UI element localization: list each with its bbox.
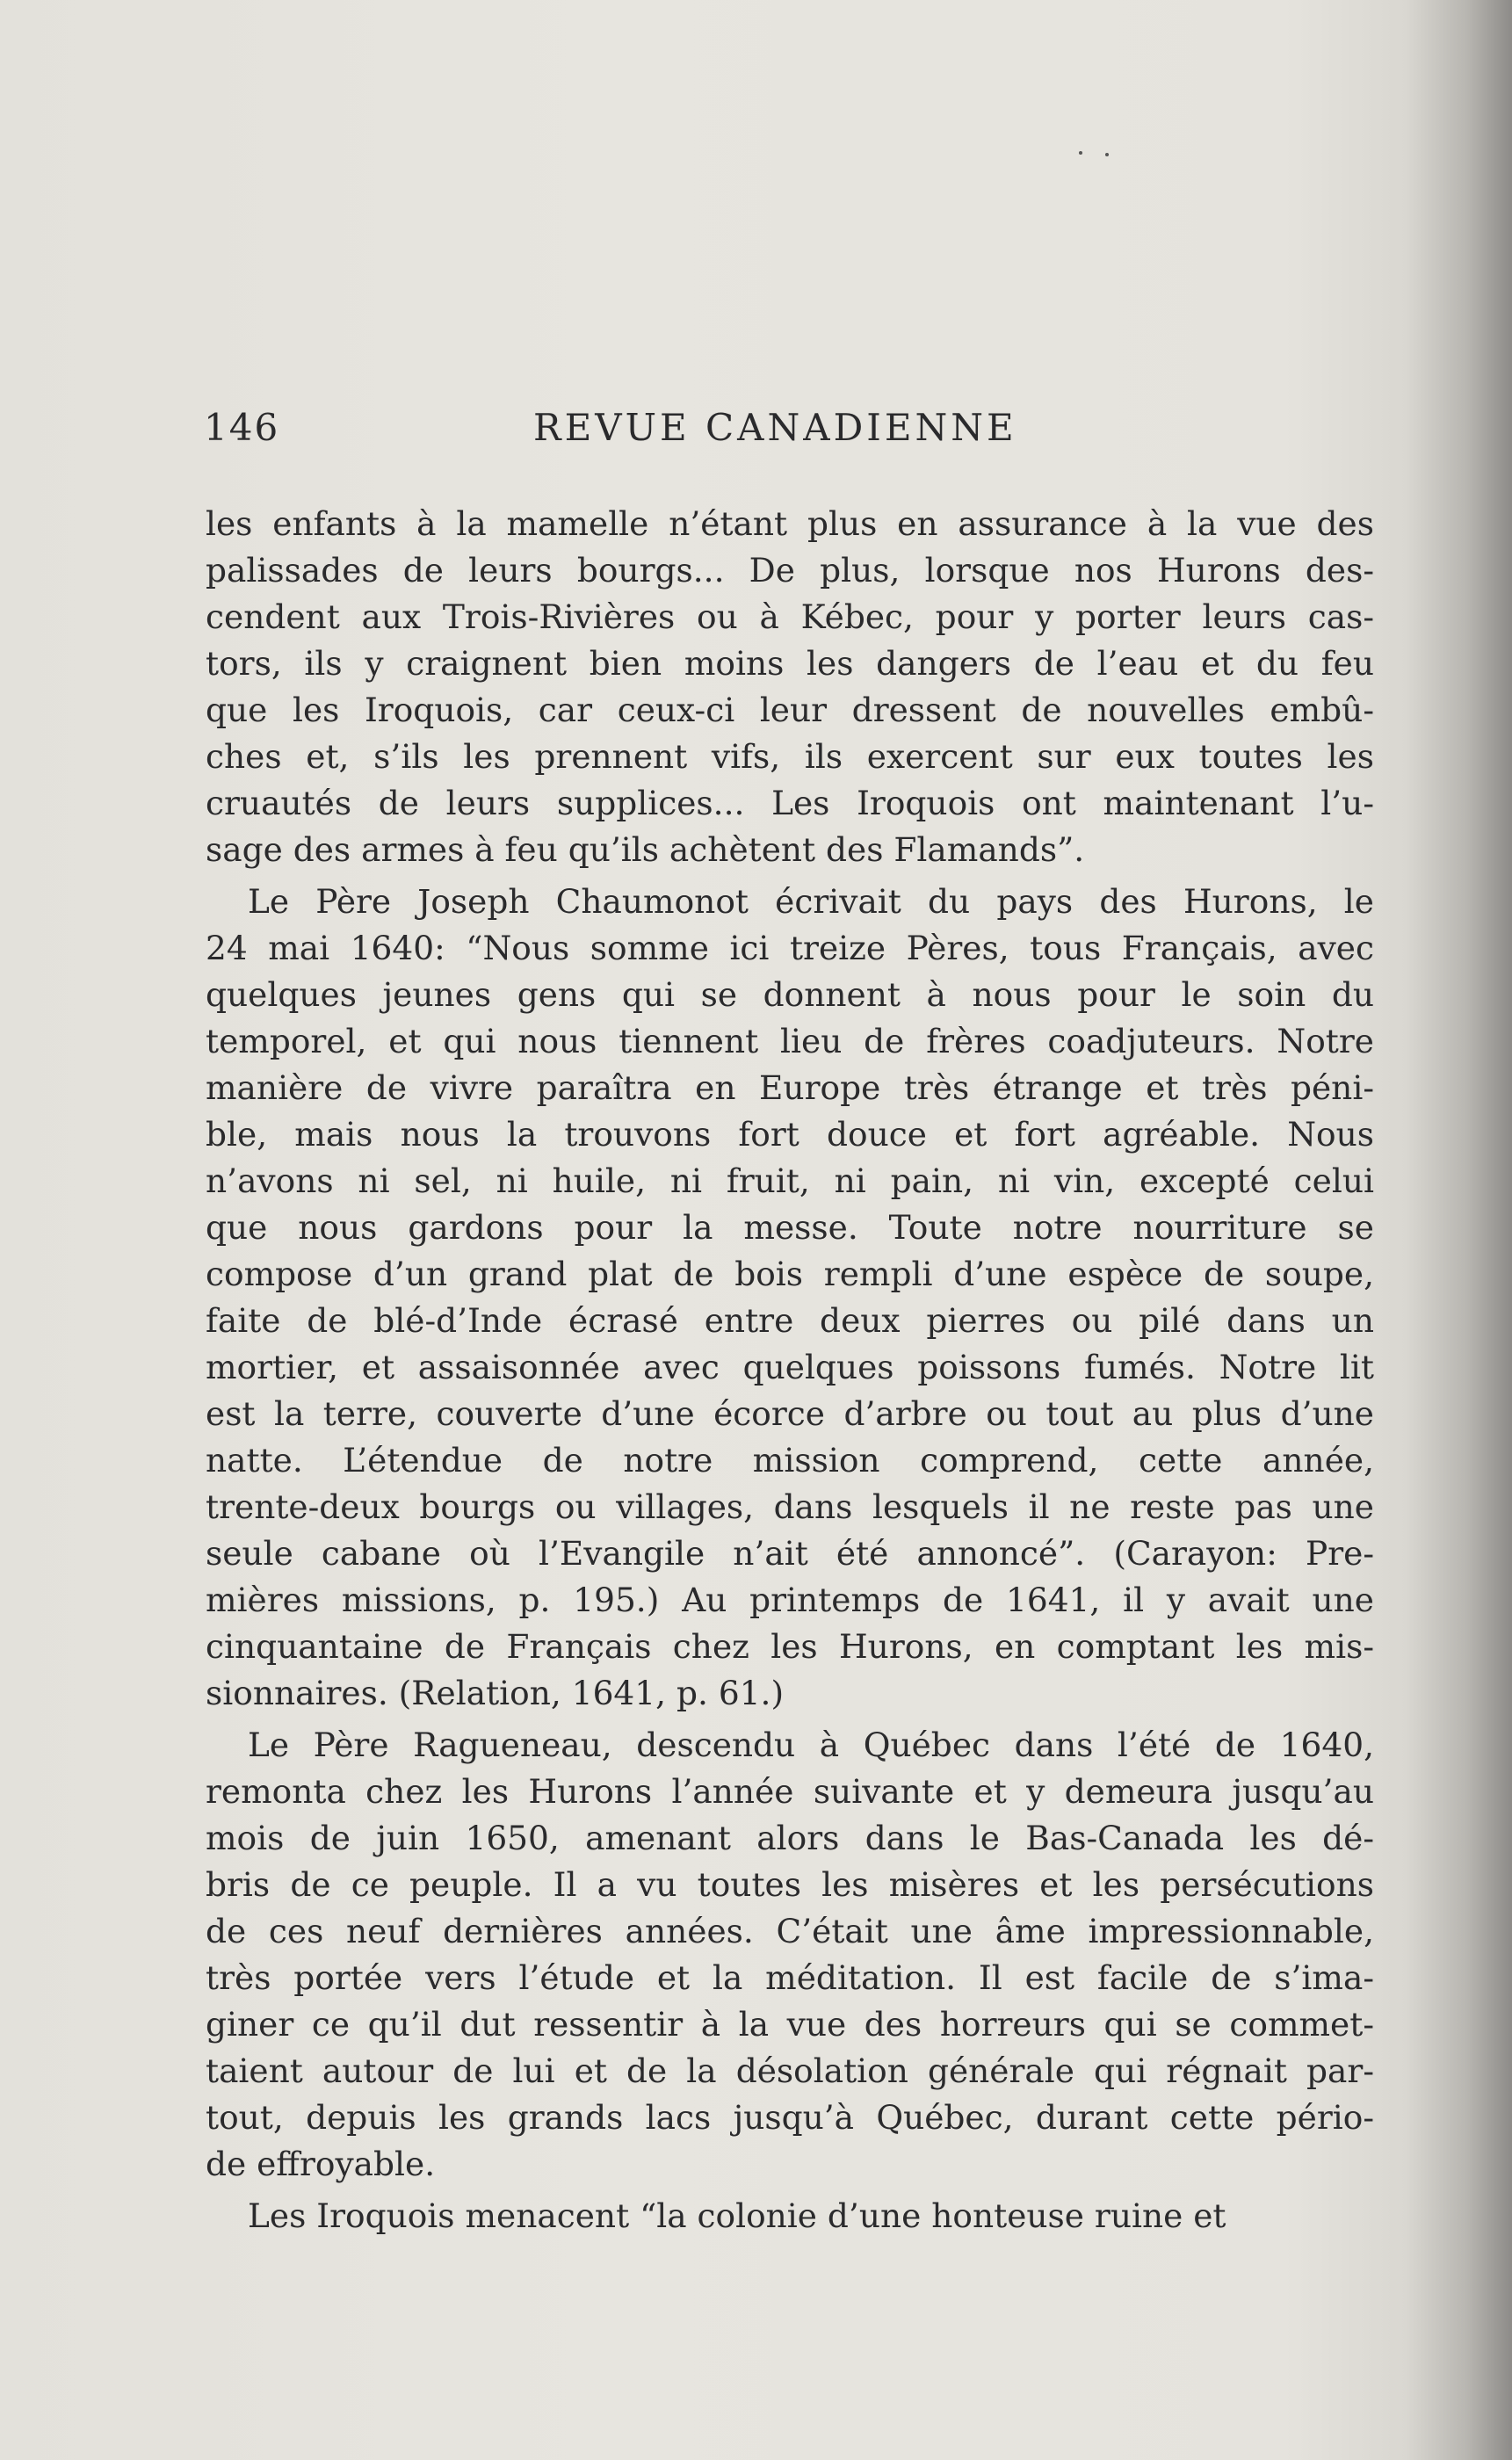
paragraph xyxy=(206,1722,1374,2188)
text-line: sage des armes à feu qu’ils achètent des Flamands”. xyxy=(206,830,1085,869)
text-line: faite de blé-d’Inde écrasé entre deux pierres ou pilé dans un xyxy=(206,1301,1374,1340)
text-line: cinquantaine de Français chez les Hurons, en comptant les mis- xyxy=(206,1627,1374,1666)
text-line: palissades de leurs bourgs... De plus, lorsque nos Hurons des- xyxy=(206,551,1374,590)
text-line: mois de juin 1650, amenant alors dans le Bas-Canada les dé- xyxy=(206,1819,1374,1857)
text-line: Les Iroquois menacent “la colonie d’une honteuse ruine et xyxy=(248,2196,1226,2235)
text-line: trente-deux bourgs ou villages, dans lesquels il ne reste pas une xyxy=(206,1487,1374,1526)
text-line: ches et, s’ils les prennent vifs, ils exercent sur eux toutes les xyxy=(206,737,1374,776)
text-line: tout, depuis les grands lacs jusqu’à Québec, durant cette pério- xyxy=(206,2098,1374,2137)
text-line: Le Père Ragueneau, descendu à Québec dans l’été de 1640, xyxy=(248,1726,1374,1764)
text-line: ble, mais nous la trouvons fort douce et fort agréable. Nous xyxy=(206,1115,1374,1154)
paragraph xyxy=(206,2193,1374,2239)
paragraph xyxy=(206,501,1374,873)
text-line: de effroyable. xyxy=(206,2145,436,2183)
text-line: manière de vivre paraîtra en Europe très étrange et très péni- xyxy=(206,1068,1374,1107)
text-line: les enfants à la mamelle n’étant plus en assurance à la vue des xyxy=(206,504,1374,543)
text-line: très portée vers l’étude et la méditation. Il est facile de s’ima- xyxy=(206,1958,1374,1997)
text-line: temporel, et qui nous tiennent lieu de frères coadjuteurs. Notre xyxy=(206,1022,1374,1060)
text-body xyxy=(206,501,1374,2239)
text-line: n’avons ni sel, ni huile, ni fruit, ni pain, ni vin, excepté celui xyxy=(206,1161,1374,1200)
text-line: seule cabane où l’Evangile n’ait été annoncé”. (Carayon: Pre- xyxy=(206,1534,1374,1573)
text-line: sionnaires. (Relation, 1641, p. 61.) xyxy=(206,1674,785,1712)
page-header xyxy=(204,406,1390,459)
text-line: giner ce qu’il dut ressentir à la vue des horreurs qui se commet- xyxy=(206,2005,1374,2044)
text-line: que les Iroquois, car ceux-ci leur dressent de nouvelles embû- xyxy=(206,691,1374,729)
text-line: cendent aux Trois-Rivières ou à Kébec, pour y porter leurs cas- xyxy=(206,597,1374,636)
text-line: cruautés de leurs supplices... Les Iroquois ont maintenant l’u- xyxy=(206,784,1374,822)
running-title: REVUE CANADIENNE xyxy=(533,406,1017,449)
text-line: remonta chez les Hurons l’année suivante et y demeura jusqu’au xyxy=(206,1772,1374,1811)
text-line: taient autour de lui et de la désolation générale qui régnait par- xyxy=(206,2051,1374,2090)
text-line: mières missions, p. 195.) Au printemps de 1641, il y avait une xyxy=(206,1581,1374,1619)
text-line: compose d’un grand plat de bois rempli d’une espèce de soupe, xyxy=(206,1255,1374,1293)
text-line: tors, ils y craignent bien moins les dangers de l’eau et du feu xyxy=(206,644,1374,683)
text-line: mortier, et assaisonnée avec quelques poissons fumés. Notre lit xyxy=(206,1348,1374,1386)
text-line: natte. L’étendue de notre mission comprend, cette année, xyxy=(206,1441,1374,1480)
speck xyxy=(1079,151,1082,155)
text-line: que nous gardons pour la messe. Toute notre nourriture se xyxy=(206,1208,1374,1247)
text-line: 24 mai 1640: “Nous somme ici treize Pères, tous Français, avec xyxy=(206,929,1374,967)
paragraph xyxy=(206,879,1374,1717)
text-line: est la terre, couverte d’une écorce d’arbre ou tout au plus d’une xyxy=(206,1394,1374,1433)
text-line: quelques jeunes gens qui se donnent à nous pour le soin du xyxy=(206,975,1374,1014)
text-line: de ces neuf dernières années. C’était une âme impressionnable, xyxy=(206,1912,1374,1950)
text-line: bris de ce peuple. Il a vu toutes les misères et les persécutions xyxy=(206,1865,1374,1904)
page-number: 146 xyxy=(204,406,280,449)
text-line: Le Père Joseph Chaumonot écrivait du pays des Hurons, le xyxy=(248,882,1374,921)
speck xyxy=(1105,153,1109,156)
